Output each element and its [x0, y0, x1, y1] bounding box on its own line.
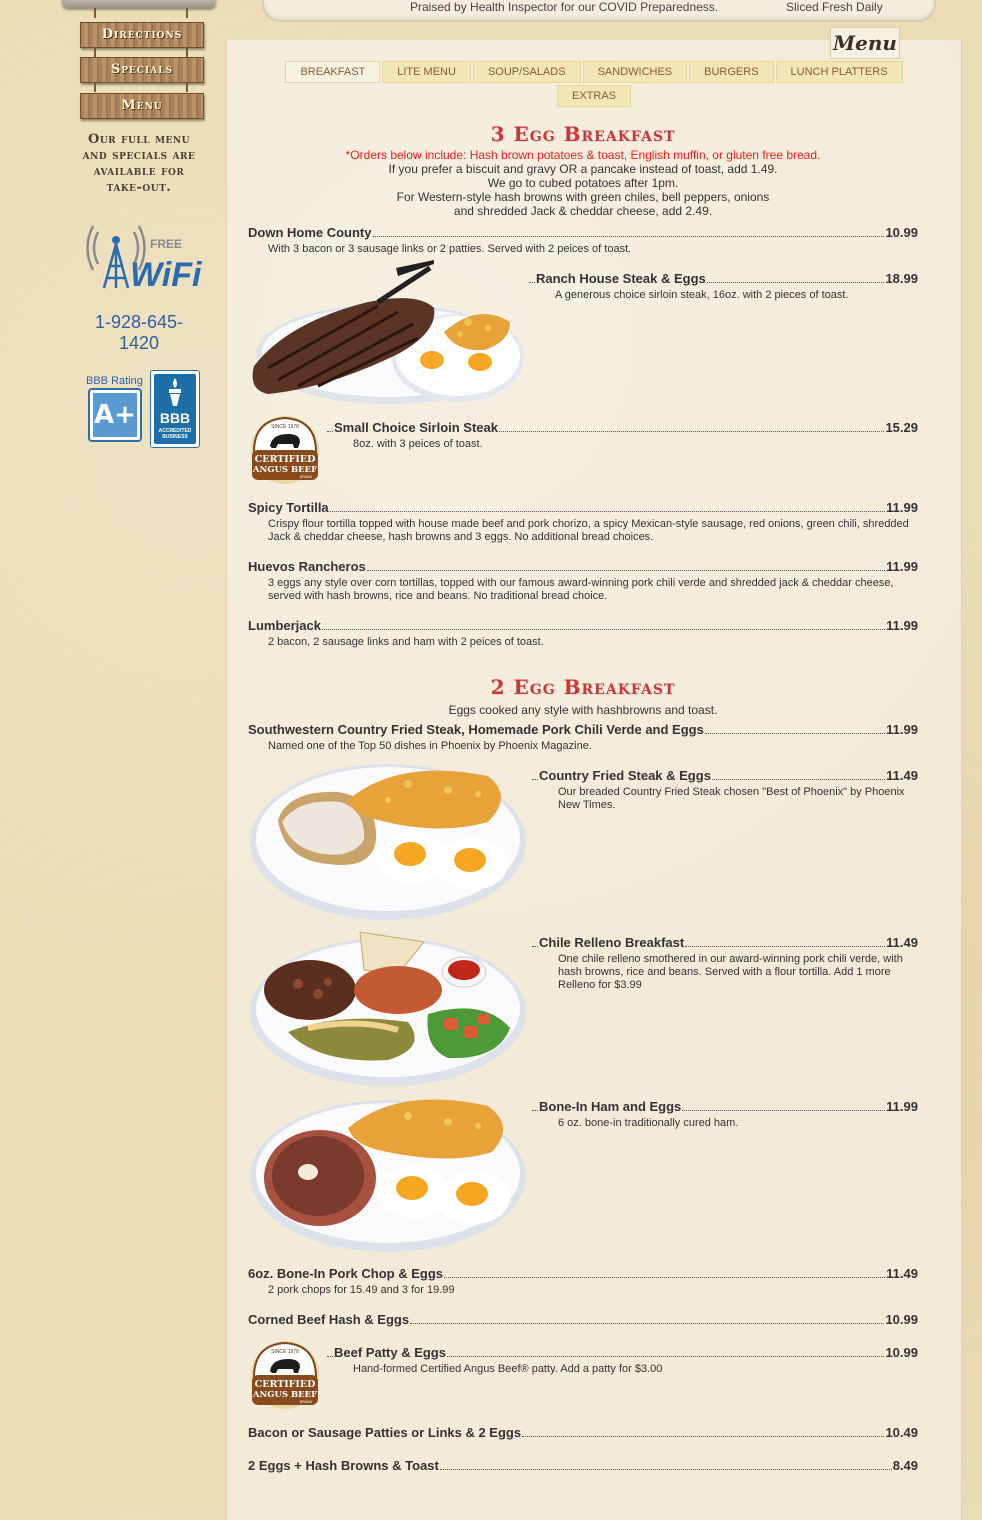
- tab-breakfast[interactable]: BREAKFAST: [285, 61, 380, 83]
- item-price: 10.99: [885, 1312, 918, 1327]
- section-note: For Western-style hash browns with green chiles, bell peppers, onions: [396, 190, 770, 204]
- item-name: 2 Eggs + Hash Browns & Toast: [248, 1458, 439, 1473]
- item-name: Huevos Rancheros: [248, 559, 366, 574]
- menu-item: [248, 722, 918, 737]
- item-description: 2 bacon, 2 sausage links and ham with 2 peices of toast.: [268, 636, 544, 648]
- tab-extras[interactable]: EXTRAS: [557, 85, 631, 107]
- menu-item: [248, 618, 918, 633]
- banner-sliced: Sliced Fresh Daily: [786, 0, 883, 14]
- item-price: 11.49: [886, 935, 918, 950]
- bbb-rating-badge[interactable]: [88, 388, 142, 442]
- menu-item: [326, 420, 918, 435]
- top-banner: [262, 0, 936, 22]
- item-description: Crispy flour tortilla topped with house made beef and pork chorizo, a spicy Mexican-style sausage, red onions, green chili, shredded Jack & cheddar cheese, hash browns and 3 eggs. No additional bread choices.: [268, 518, 909, 543]
- ham-eggs-photo: [248, 1092, 528, 1254]
- country-fried-steak-photo: [248, 760, 528, 922]
- svg-text:SINCE 1978: SINCE 1978: [271, 1349, 299, 1355]
- phone-number[interactable]: 1-928-645-1420: [94, 312, 184, 353]
- menu-tabs: [284, 61, 904, 109]
- item-description: 6 oz. bone-in traditionally cured ham.: [558, 1117, 739, 1129]
- bbb-torch-icon: [154, 374, 196, 410]
- item-name: Lumberjack: [248, 618, 321, 633]
- item-description: Hand-formed Certified Angus Beef® patty. Add a patty for $3.00: [353, 1363, 663, 1375]
- menu-item: [248, 1266, 918, 1281]
- menu-item: [531, 935, 918, 950]
- item-name: Corned Beef Hash & Eggs: [248, 1312, 410, 1327]
- item-price: 8.49: [892, 1458, 918, 1473]
- item-description: One chile relleno smothered in our award-winning pork chili verde, with hash browns, rice and beans. Served with a flour tortilla. Add 1 more Relleno for $3.99: [558, 953, 903, 991]
- tab-lite-menu[interactable]: LITE MENU: [382, 61, 471, 83]
- takeout-notice: Our full menu and specials are available for take-out.: [82, 132, 196, 195]
- section-note: Eggs cooked any style with hashbrowns and toast.: [448, 703, 718, 717]
- item-name: Country Fried Steak & Eggs: [539, 768, 711, 783]
- svg-text:ANGUS BEEF: ANGUS BEEF: [252, 465, 318, 475]
- rope: [94, 47, 96, 57]
- nav-menu-button[interactable]: Menu: [80, 93, 204, 119]
- nav-directions-button[interactable]: Directions: [80, 22, 204, 48]
- chile-relleno-photo: [248, 928, 528, 1088]
- item-price: 11.99: [886, 559, 918, 574]
- bbb-grade: A+: [93, 393, 137, 437]
- menu-item: [248, 1312, 918, 1327]
- item-name: Chile Relleno Breakfast: [539, 935, 685, 950]
- svg-text:FREE: FREE: [150, 237, 183, 251]
- rope: [186, 8, 188, 18]
- item-description: A generous choice sirloin steak, 16oz. with 2 pieces of toast.: [555, 289, 849, 301]
- item-price: 18.99: [885, 271, 918, 286]
- certified-angus-beef-badge: [248, 1337, 322, 1411]
- svg-text:BRAND: BRAND: [299, 1400, 313, 1404]
- section-note: and shredded Jack & cheddar cheese, add 2.49.: [453, 204, 713, 218]
- bbb-seal-text: BBB: [159, 410, 191, 426]
- section-title: 2 Egg Breakfast: [490, 675, 676, 699]
- nav-specials-button[interactable]: Specials: [80, 57, 204, 83]
- svg-text:WiFi: WiFi: [130, 256, 202, 294]
- wood-sign-top: [62, 0, 216, 8]
- item-name: Small Choice Sirloin Steak: [334, 420, 498, 435]
- tab-lunch-platters[interactable]: LUNCH PLATTERS: [776, 61, 903, 83]
- item-price: 11.49: [886, 768, 918, 783]
- svg-text:SINCE 1978: SINCE 1978: [271, 424, 299, 430]
- item-price: 10.99: [885, 225, 918, 240]
- bbb-rating-label: BBB Rating: [86, 375, 143, 387]
- item-name: Ranch House Steak & Eggs: [536, 271, 706, 286]
- menu-item: [248, 1458, 918, 1473]
- svg-text:ANGUS BEEF: ANGUS BEEF: [252, 1390, 318, 1400]
- steak-eggs-photo: [248, 262, 524, 410]
- menu-item: [531, 768, 918, 783]
- menu-item: [248, 559, 918, 574]
- rope: [186, 47, 188, 57]
- rope: [94, 8, 96, 18]
- item-price: 10.49: [885, 1425, 918, 1440]
- section-title: 3 Egg Breakfast: [490, 122, 676, 146]
- item-name: Beef Patty & Eggs: [334, 1345, 446, 1360]
- bbb-accredited-seal[interactable]: [150, 370, 200, 448]
- sidebar: [0, 0, 226, 1504]
- menu-item: [531, 1099, 918, 1114]
- menu-item: [248, 500, 918, 515]
- item-name: Bone-In Ham and Eggs: [539, 1099, 682, 1114]
- menu-item: [248, 225, 918, 240]
- item-description: 3 eggs any style over corn tortillas, topped with our famous award-winning pork chili verde and shredded jack & cheddar cheese, served with hash browns, rice and beans. No traditional bread choice.: [268, 577, 894, 602]
- item-price: 11.49: [886, 1266, 918, 1281]
- section-note-red: *Orders below include: Hash brown potatoes & toast, English muffin, or gluten free bread.: [345, 148, 821, 162]
- item-price: 11.99: [886, 618, 918, 633]
- item-description: 8oz. with 3 peices of toast.: [353, 438, 483, 450]
- banner-message: Praised by Health Inspector for our COVID Preparedness.: [410, 0, 719, 14]
- item-price: 10.99: [885, 1345, 918, 1360]
- rope: [94, 82, 96, 92]
- three-egg-section: [248, 122, 918, 218]
- free-wifi-icon: [88, 214, 202, 294]
- item-price: 11.99: [886, 1099, 918, 1114]
- item-name: 6oz. Bone-In Pork Chop & Eggs: [248, 1266, 444, 1281]
- section-note: If you prefer a biscuit and gravy OR a pancake instead of toast, add 1.49.: [388, 162, 778, 176]
- bbb-seal-subtext: ACCREDITED BUSINESS: [158, 428, 192, 440]
- svg-text:BRAND: BRAND: [299, 475, 313, 479]
- tab-sandwiches[interactable]: SANDWICHES: [583, 61, 688, 83]
- menu-heading-tab: Menu: [830, 27, 900, 59]
- rope: [186, 82, 188, 92]
- section-note: We go to cubed potatoes after 1pm.: [487, 176, 679, 190]
- item-description: Named one of the Top 50 dishes in Phoenix by Phoenix Magazine.: [268, 740, 592, 752]
- item-price: 15.29: [885, 420, 918, 435]
- item-description: 2 pork chops for 15.49 and 3 for 19.99: [268, 1284, 455, 1296]
- item-name: Down Home County: [248, 225, 372, 240]
- svg-text:CERTIFIED: CERTIFIED: [254, 1379, 316, 1390]
- two-egg-section: [248, 675, 918, 717]
- item-name: Bacon or Sausage Patties or Links & 2 Eggs: [248, 1425, 522, 1440]
- tab-soup-salads[interactable]: SOUP/SALADS: [473, 61, 581, 83]
- menu-item: [248, 1425, 918, 1440]
- tab-burgers[interactable]: BURGERS: [689, 61, 773, 83]
- item-price: 11.99: [886, 500, 918, 515]
- item-price: 11.99: [886, 722, 918, 737]
- certified-angus-beef-badge: [248, 412, 322, 486]
- item-description: With 3 bacon or 3 sausage links or 2 patties. Served with 2 peices of toast.: [268, 243, 632, 255]
- menu-item: [528, 271, 918, 286]
- item-name: Southwestern Country Fried Steak, Homemade Pork Chili Verde and Eggs: [248, 722, 704, 737]
- item-name: Spicy Tortilla: [248, 500, 329, 515]
- menu-item: [326, 1345, 918, 1360]
- svg-text:CERTIFIED: CERTIFIED: [254, 454, 316, 465]
- item-description: Our breaded Country Fried Steak chosen "Best of Phoenix" by Phoenix New Times.: [558, 786, 905, 811]
